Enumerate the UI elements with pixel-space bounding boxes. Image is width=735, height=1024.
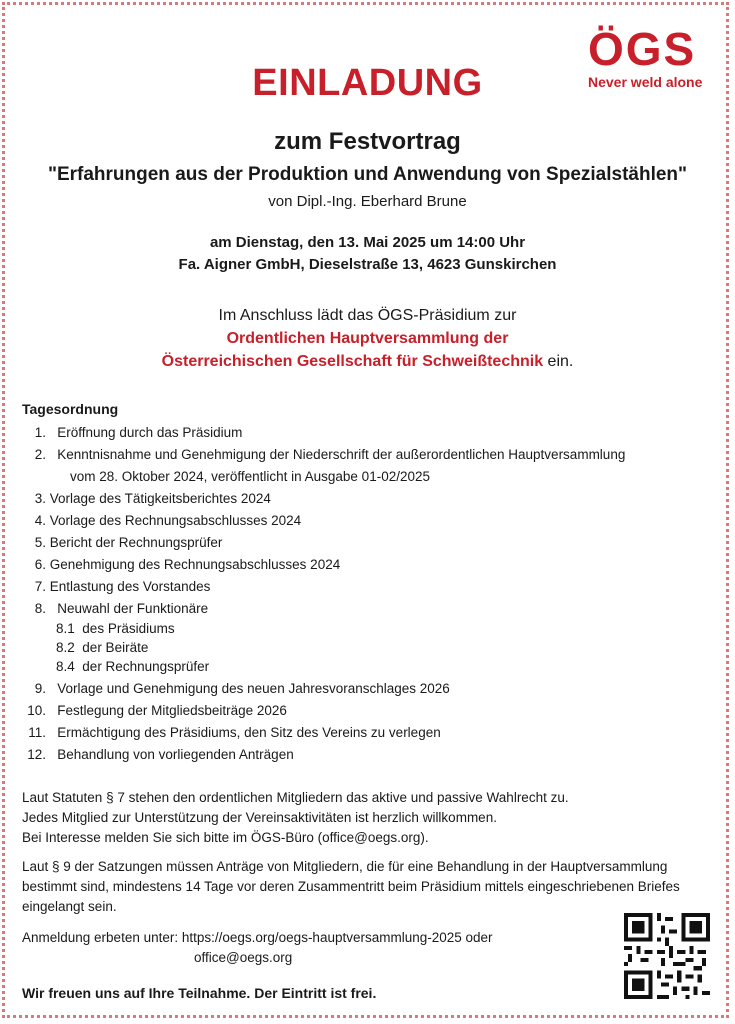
registration-line[interactable]: Anmeldung erbeten unter: https://oegs.org/oegs-hauptversammlung-2025 oder	[22, 930, 493, 945]
agenda-item-number: 12.	[27, 747, 46, 762]
agenda-item-text: der Beiräte	[82, 640, 149, 655]
agenda-item-text: Bericht der Rechnungsprüfer	[49, 535, 223, 550]
rule-line: eingelangt sein.	[22, 899, 117, 914]
invitation-title: EINLADUNG	[252, 62, 483, 104]
agenda-item-text: Genehmigung des Rechnungsabschlusses 2024	[49, 557, 341, 572]
agenda-item-number: 8.2	[56, 640, 75, 655]
agenda-item-text: Kenntnisnahme und Genehmigung der Niederschrift der außerordentlichen Hauptversammlung	[57, 447, 626, 462]
agenda-item	[22, 747, 294, 762]
agenda-item-number: 4.	[34, 513, 46, 528]
speaker: von Dipl.-Ing. Eberhard Brune	[268, 193, 467, 210]
invite-line-3-tail: ein.	[543, 353, 574, 370]
agenda-item-number: 2.	[34, 447, 46, 462]
agenda-item	[22, 703, 287, 718]
invite-block	[0, 304, 735, 373]
agenda-subitem	[56, 659, 209, 674]
agenda-item-number: 11.	[28, 725, 46, 740]
agenda-item-continuation	[70, 469, 430, 484]
date-line: am Dienstag, den 13. Mai 2025 um 14:00 Uhr	[209, 234, 526, 251]
registration-email[interactable]: office@oegs.org	[194, 950, 293, 965]
agenda-item-number: 3.	[34, 491, 46, 506]
agenda-item-number: 5.	[34, 535, 46, 550]
agenda-item-number: 8.4	[56, 659, 75, 674]
invite-line-2: Ordentlichen Hauptversammlung der	[226, 330, 509, 347]
rule-line: bestimmt sind, mindestens 14 Tage vor deren Zusammentritt beim Präsidium mittels eingeschriebenen Briefes	[22, 879, 680, 894]
agenda-item	[30, 557, 340, 572]
agenda-item-number: 7.	[34, 579, 46, 594]
location-line: Fa. Aigner GmbH, Dieselstraße 13, 4623 Gunskirchen	[178, 256, 557, 273]
agenda-item-text: Behandlung von vorliegenden Anträgen	[57, 747, 294, 762]
agenda-item	[30, 535, 222, 550]
agenda-item-text: Vorlage des Tätigkeitsberichtes 2024	[49, 491, 271, 506]
agenda-item	[30, 447, 625, 462]
date-location-block	[0, 232, 735, 276]
agenda-item-text: Eröffnung durch das Präsidium	[57, 425, 243, 440]
agenda-item-number: 8.	[34, 601, 46, 616]
agenda-item-text: Festlegung der Mitgliedsbeiträge 2026	[57, 703, 287, 718]
agenda-item-number: 10.	[27, 703, 46, 718]
agenda-item-text: vom 28. Oktober 2024, veröffentlicht in Ausgabe 01-02/2025	[70, 469, 430, 484]
closing-line: Wir freuen uns auf Ihre Teilnahme. Der Eintritt ist frei.	[22, 985, 377, 1001]
registration-block	[22, 928, 493, 968]
note-line: Bei Interesse melden Sie sich bitte im ÖGS-Büro (office@oegs.org).	[22, 830, 429, 845]
motion-rules	[22, 857, 680, 917]
agenda-item-text: Vorlage des Rechnungsabschlusses 2024	[49, 513, 302, 528]
agenda-item	[30, 601, 208, 616]
agenda-item-number: 6.	[34, 557, 46, 572]
qr-code	[624, 913, 710, 999]
agenda-item	[30, 681, 450, 696]
agenda-item	[30, 491, 271, 506]
logo-wordmark: ÖGS	[588, 23, 697, 75]
note-line: Jedes Mitglied zur Unterstützung der Vereinsaktivitäten ist herzlich willkommen.	[22, 810, 497, 825]
agenda-item	[30, 425, 242, 440]
agenda-subitem	[56, 621, 175, 636]
event-subtitle: zum Festvortrag	[274, 128, 461, 155]
agenda-item-text: Neuwahl der Funktionäre	[57, 601, 209, 616]
agenda-item-number: 8.1	[56, 621, 75, 636]
talk-title: "Erfahrungen aus der Produktion und Anwendung von Spezialstählen"	[47, 164, 688, 185]
agenda-item-number: 1.	[34, 425, 46, 440]
agenda-item-text: der Rechnungsprüfer	[82, 659, 210, 674]
note-line: Laut Statuten § 7 stehen den ordentlichen Mitgliedern das aktive und passive Wahlrecht zu.	[22, 790, 569, 805]
agenda-item	[22, 725, 441, 740]
agenda-item-text: Entlastung des Vorstandes	[49, 579, 211, 594]
agenda-item-text: Vorlage und Genehmigung des neuen Jahresvoranschlages 2026	[57, 681, 450, 696]
logo-tagline: Never weld alone	[588, 74, 703, 90]
agenda-heading: Tagesordnung	[22, 401, 119, 417]
agenda-item-text: Ermächtigung des Präsidiums, den Sitz des Vereins zu verlegen	[57, 725, 441, 740]
membership-notes	[22, 788, 569, 848]
agenda-item-text: des Präsidiums	[82, 621, 175, 636]
agenda-item	[30, 513, 301, 528]
invite-line-3-organization: Österreichischen Gesellschaft für Schweißtechnik	[161, 353, 544, 370]
agenda-item	[30, 579, 210, 594]
rule-line: Laut § 9 der Satzungen müssen Anträge von Mitgliedern, die für eine Behandlung in der Hauptversammlung	[22, 859, 668, 874]
invite-line-1: Im Anschluss lädt das ÖGS-Präsidium zur	[218, 307, 517, 324]
agenda-subitem	[56, 640, 148, 655]
agenda-item-number: 9.	[34, 681, 46, 696]
